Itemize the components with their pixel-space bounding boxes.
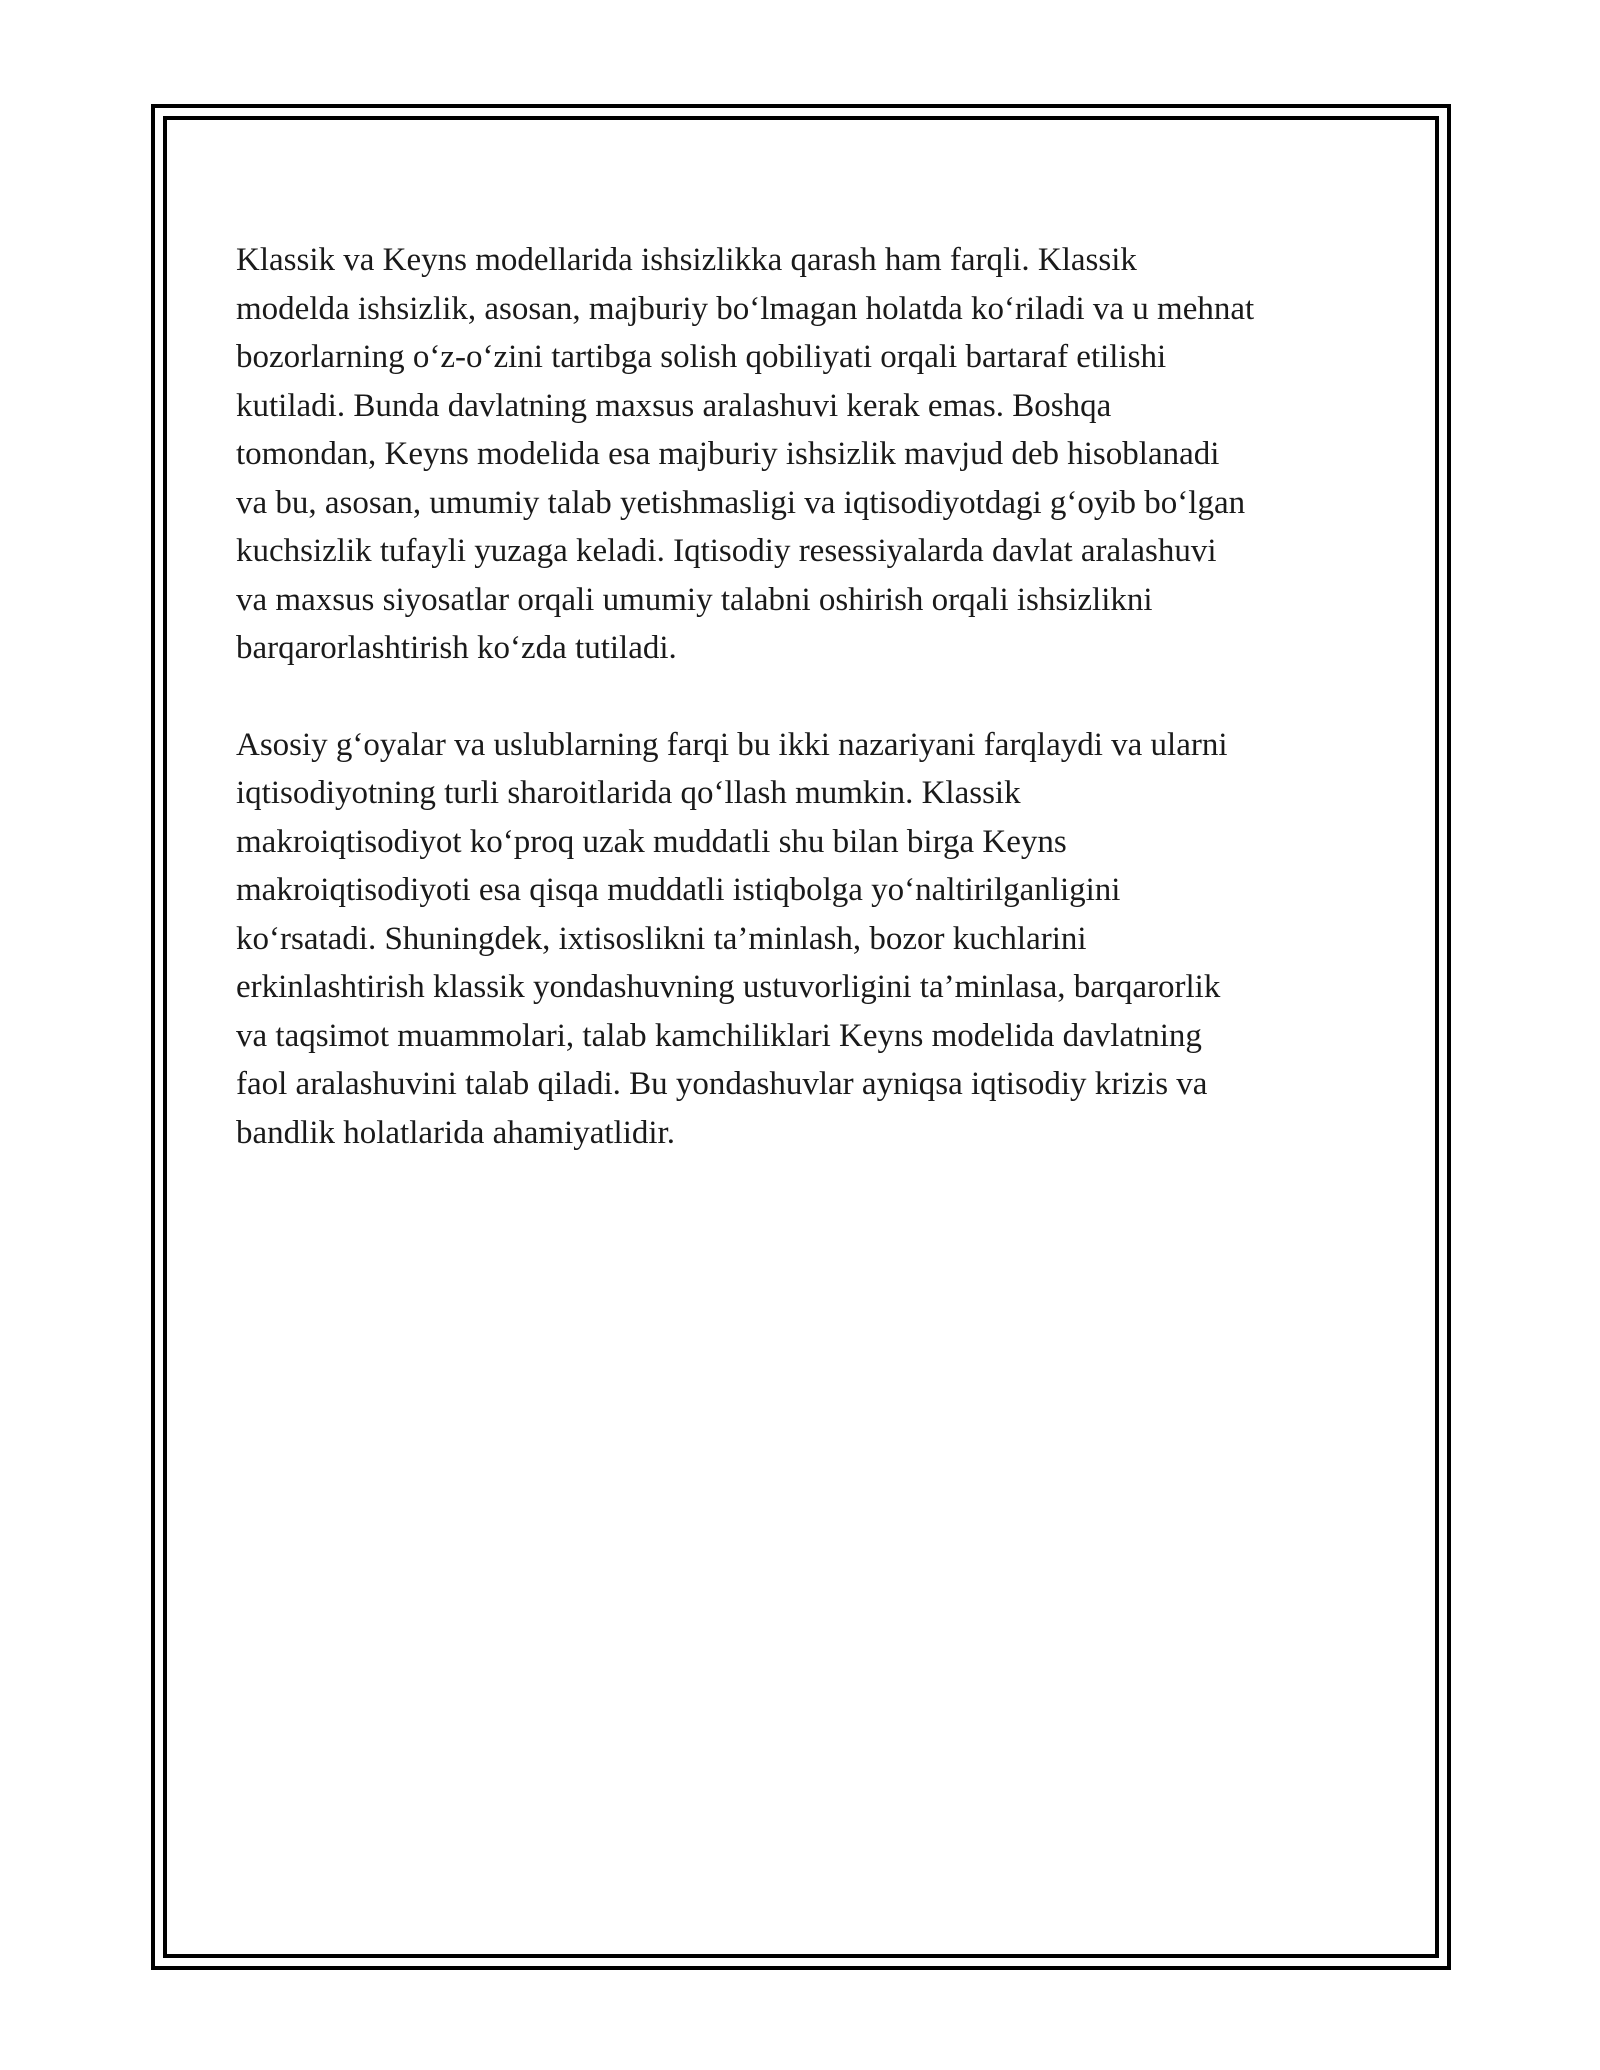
paragraph-line: iqtisodiyotning turli sharoitlarida qo‘llash mumkin. Klassik [236, 775, 1021, 811]
paragraph-1 [236, 236, 1376, 673]
paragraph-line: faol aralashuvini talab qiladi. Bu yondashuvlar ayniqsa iqtisodiy krizis va [236, 1066, 1208, 1102]
paragraph-line: Asosiy g‘oyalar va uslublarning farqi bu ikki nazariyani farqlaydi va ularni [236, 726, 1228, 763]
paragraph-line: Klassik va Keyns modellarida ishsizlikka qarash ham farqli. Klassik [236, 242, 1137, 278]
paragraph-line: makroiqtisodiyot ko‘proq uzak muddatli shu bilan birga Keyns [236, 823, 1067, 860]
paragraph-line: kutiladi. Bunda davlatning maxsus aralashuvi kerak emas. Boshqa [236, 387, 1112, 424]
paragraph-line: kuchsizlik tufayli yuzaga keladi. Iqtisodiy resessiyalarda davlat aralashuvi [236, 533, 1217, 569]
paragraph-line: makroiqtisodiyoti esa qisqa muddatli istiqbolga yo‘naltirilganligini [236, 872, 1121, 908]
paragraph-line: ko‘rsatadi. Shuningdek, ixtisoslikni ta’minlash, bozor kuchlarini [236, 920, 1087, 957]
paragraph-line: modelda ishsizlik, asosan, majburiy bo‘lmagan holatda ko‘riladi va u mehnat [236, 290, 1255, 327]
paragraph-line: va taqsimot muammolari, talab kamchiliklari Keyns modelida davlatning [236, 1017, 1202, 1054]
paragraph-2 [236, 721, 1376, 1158]
document-body [236, 236, 1376, 1157]
paragraph-line: va maxsus siyosatlar orqali umumiy talabni oshirish orqali ishsizlikni [236, 581, 1153, 618]
paragraph-line: erkinlashtirish klassik yondashuvning ustuvorligini ta’minlasa, barqarorlik [236, 969, 1221, 1005]
paragraph-line: va bu, asosan, umumiy talab yetishmasligi va iqtisodiyotdagi g‘oyib bo‘lgan [236, 484, 1246, 521]
paragraph-line: bozorlarning o‘z-o‘zini tartibga solish qobiliyati orqali bartaraf etilishi [236, 339, 1167, 375]
paragraph-line: barqarorlashtirish ko‘zda tutiladi. [236, 630, 677, 666]
paragraph-line: bandlik holatlarida ahamiyatlidir. [236, 1114, 675, 1151]
paragraph-line: tomondan, Keyns modelida esa majburiy ishsizlik mavjud deb hisoblanadi [236, 436, 1220, 472]
